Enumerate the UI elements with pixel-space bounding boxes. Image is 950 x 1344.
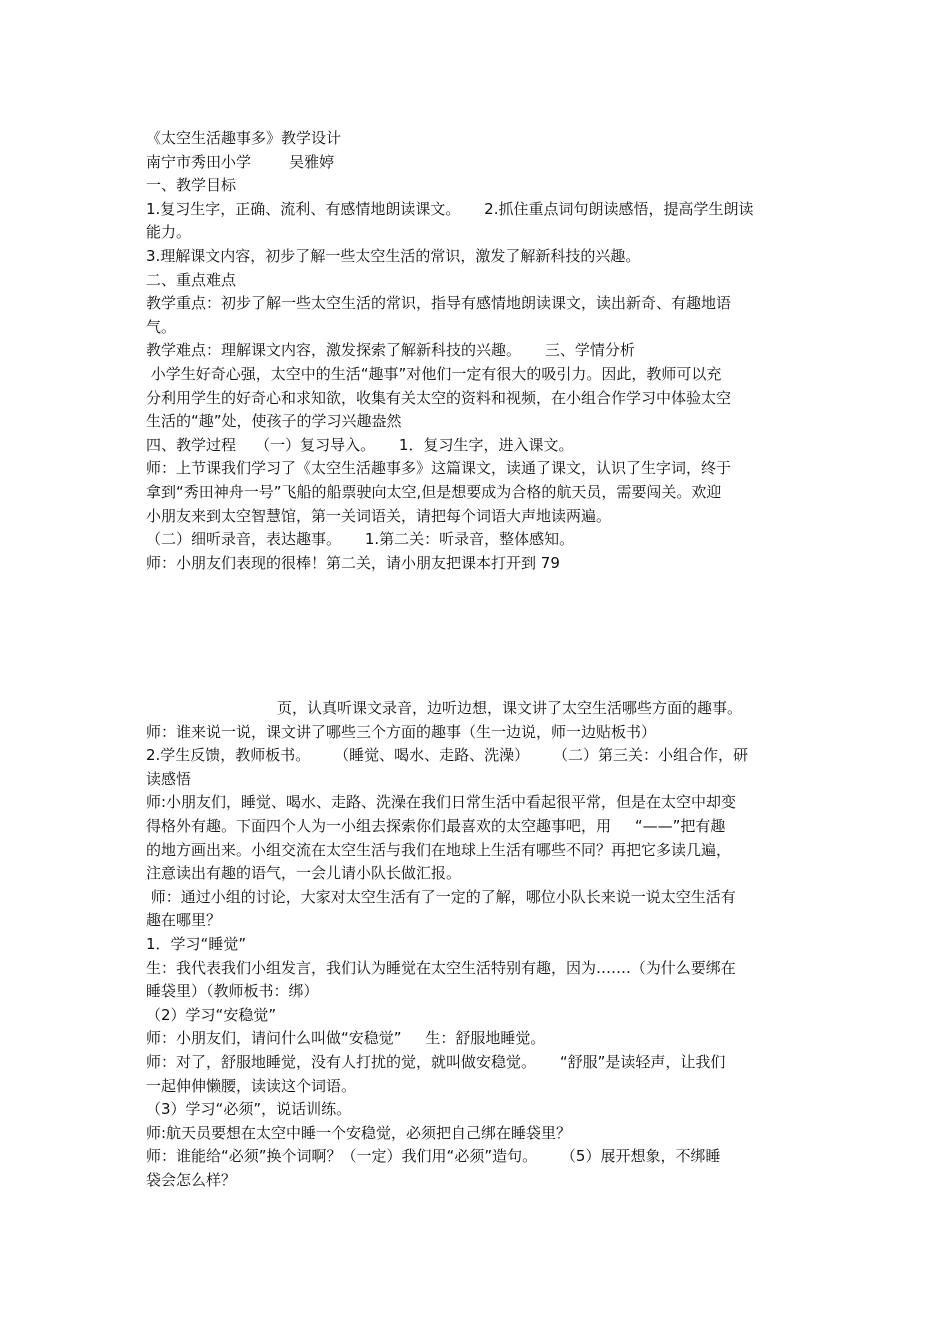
text-line: 师：通过小组的讨论，大家对太空生活有了一定的了解，哪位小队长来说一说太空生活有	[146, 887, 736, 906]
text-line: 小朋友来到太空智慧馆，第一关词语关，请把每个词语大声地读两遍。	[146, 506, 612, 525]
text-line: 教学重点：初步了解一些太空生活的常识，指导有感情地朗读课文，读出新奇、有趣地语	[146, 294, 732, 313]
text-line: 2.学生反馈，教师板书。 （睡觉、喝水、走路、洗澡） （二）第三关：小组合作，研	[146, 746, 748, 765]
heading-objectives: 一、教学目标	[146, 176, 237, 195]
text-line: 师：谁能给“必须”换个词啊？（一定）我们用“必须”造句。 （5）展开想象，不绑睡	[146, 1147, 721, 1166]
section-page-2	[146, 697, 808, 1192]
text-line: 睡袋里）（教师板书：绑）	[146, 982, 319, 1001]
text-line: （3）学习“必须”，说话训练。	[146, 1100, 352, 1119]
text-line: 读感悟	[146, 769, 192, 788]
text-line: 3.理解课文内容，初步了解一些太空生活的常识，激发了解新科技的兴趣。	[146, 246, 641, 265]
text-line: 页，认真听课文录音，边听边想，课文讲了太空生活哪些方面的趣事。	[277, 699, 743, 717]
text-line: 一起伸伸懒腰，读读这个词语。	[146, 1076, 357, 1095]
text-line: 1.复习生字，正确、流利、有感情地朗读课文。 2.抓住重点词句朗读感悟，提高学生朗读	[146, 199, 754, 218]
text-line: 能力。	[146, 223, 192, 242]
text-line: 趣在哪里？	[146, 911, 222, 930]
text-line: 师：对了，舒服地睡觉，没有人打扰的觉，就叫做安稳觉。 “舒服”是读轻声，让我们	[146, 1052, 726, 1071]
text-line: 小学生好奇心强，太空中的生活“趣事”对他们一定有很大的吸引力。因此，教师可以充	[146, 364, 722, 383]
text-line: 师:小朋友们，睡觉、喝水、走路、洗澡在我们日常生活中看起很平常，但是在太空中却变	[146, 793, 737, 812]
text-line: 生：我代表我们小组发言，我们认为睡觉在太空生活特别有趣，因为…….（为什么要绑在	[146, 958, 736, 977]
text-line: （2）学习“安稳觉”	[146, 1005, 277, 1024]
text-line: 生活的“趣”处，使孩子的学习兴趣盎然	[146, 412, 402, 431]
text-line: 师:航天员要想在太空中睡一个安稳觉，必须把自己绑在睡袋里？	[146, 1123, 572, 1142]
text-line: 拿到“秀田神舟一号”飞船的船票驶向太空,但是想要成为合格的航天员，需要闯关。欢迎	[146, 482, 722, 501]
section-page-1	[146, 127, 808, 575]
text-line: 的地方画出来。小组交流在太空生活与我们在地球上生活有哪些不同？再把它多读几遍，	[146, 840, 732, 859]
text-line: 师：上节课我们学习了《太空生活趣事多》这篇课文，读通了课文，认识了生字词，终于	[146, 459, 732, 478]
text-line: （二）细听录音，表达趣事。 1.第二关：听录音，整体感知。	[146, 530, 575, 549]
heading-process: 四、教学过程 （一）复习导入。 1．复习生字，进入课文。	[146, 435, 574, 454]
text-line: 注意读出有趣的语气，一会儿请小队长做汇报。	[146, 864, 462, 883]
text-line: 1．学习“睡觉”	[146, 934, 247, 953]
doc-title: 《太空生活趣事多》教学设计	[146, 129, 342, 147]
heading-key-points: 二、重点难点	[146, 270, 237, 289]
text-line: 得格外有趣。下面四个人为一小组去探索你们最喜欢的太空趣事吧，用 “——”把有趣	[146, 816, 726, 835]
text-line: 师：谁来说一说，课文讲了哪些三个方面的趣事（生一边说，师一边贴板书）	[146, 722, 657, 741]
text-line: 师：小朋友们，请问什么叫做“安稳觉” 生：舒服地睡觉。	[146, 1029, 546, 1048]
text-line: 袋会怎么样？	[146, 1170, 237, 1189]
text-line: 师：小朋友们表现的很棒！第二关，请小朋友把课本打开到 79	[146, 553, 560, 572]
text-line: 气。	[146, 317, 177, 336]
author-line: 南宁市秀田小学 吴雅婷	[146, 152, 335, 171]
text-line: 教学难点：理解课文内容，激发探索了解新科技的兴趣。 三、学情分析	[146, 341, 635, 360]
text-line: 分利用学生的好奇心和求知欲，收集有关太空的资料和视频，在小组合作学习中体验太空	[146, 388, 732, 407]
